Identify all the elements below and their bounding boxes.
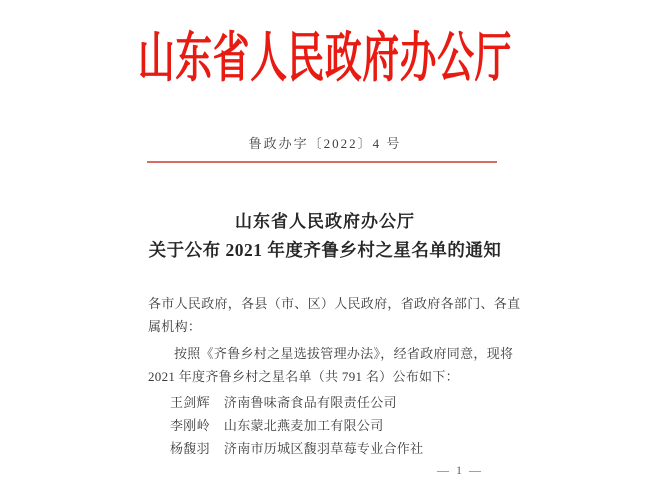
doc-number: 鲁政办字〔2022〕4 号 bbox=[248, 136, 402, 151]
awardee-org: 山东蒙北燕麦加工有限公司 bbox=[223, 418, 384, 433]
red-separator-line bbox=[147, 161, 497, 163]
paragraph-line1: 按照《齐鲁乡村之星选拔管理办法》，经省政府同意，现将 bbox=[174, 346, 514, 361]
salutation-line2: 属机构： bbox=[148, 319, 202, 334]
awardee-row bbox=[148, 392, 530, 411]
notice-title-line2: 关于公布 2021 年度齐鲁乡村之星名单的通知 bbox=[148, 240, 502, 260]
page-number: — 1 — bbox=[437, 463, 483, 477]
letterhead-text: 山东省人民政府办公厅 bbox=[138, 28, 512, 88]
awardee-org: 济南市历城区馥羽草莓专业合作社 bbox=[223, 441, 424, 456]
salutation-line1: 各市人民政府，各县（市、区）人民政府，省政府各部门、各直 bbox=[148, 296, 521, 311]
awardee-row bbox=[148, 415, 530, 434]
awardee-name: 王剑辉 bbox=[170, 395, 210, 410]
awardee-name: 李刚岭 bbox=[170, 418, 210, 433]
notice-title-line1: 山东省人民政府办公厅 bbox=[235, 212, 415, 231]
awardee-org: 济南鲁味斋食品有限责任公司 bbox=[223, 395, 397, 410]
paragraph-line2: 2021 年度齐鲁乡村之星名单（共 791 名）公布如下： bbox=[148, 369, 459, 384]
letterhead-title bbox=[0, 24, 650, 106]
awardee-name: 杨馥羽 bbox=[170, 441, 210, 456]
awardee-row bbox=[148, 438, 530, 457]
